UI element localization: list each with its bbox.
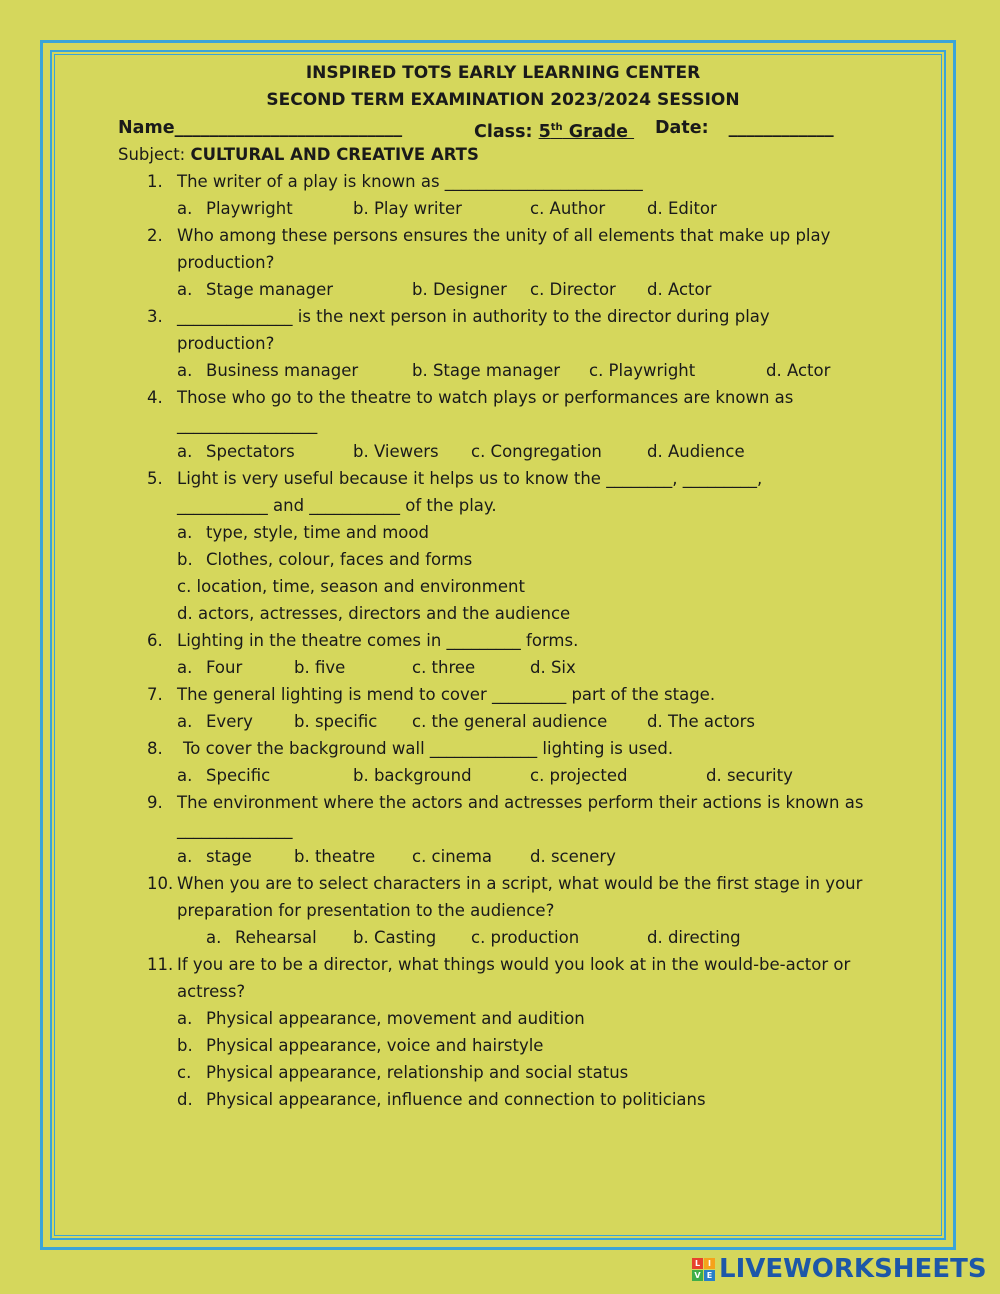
date-label: Date: (655, 118, 709, 138)
q10-number: 10. (147, 874, 174, 893)
class-label: Class: (474, 121, 533, 142)
q3-text-cont: production? (177, 334, 275, 353)
q7-number: 7. (147, 685, 163, 704)
name-label: Name (118, 118, 175, 138)
q7-option-b[interactable]: b. specific (294, 712, 378, 731)
liveworksheets-logo-icon: L I V E (692, 1258, 715, 1281)
q2-number: 2. (147, 226, 163, 245)
q9-option-d[interactable]: d. scenery (530, 847, 616, 866)
q9-blank: ______________ (177, 820, 293, 839)
q6-option-d[interactable]: d. Six (530, 658, 576, 677)
q4-option-c[interactable]: c. Congregation (471, 442, 602, 461)
q7-option-a-letter: a. (177, 712, 193, 731)
q8-option-b[interactable]: b. background (353, 766, 472, 785)
subject-label: Subject: (118, 145, 186, 164)
q2-option-a[interactable]: Stage manager (206, 280, 334, 299)
q5-option-b[interactable]: Clothes, colour, faces and forms (206, 550, 473, 569)
q3-option-a[interactable]: Business manager (206, 361, 359, 380)
q11-text: If you are to be a director, what things would you look at in the would-be-actor or (177, 955, 851, 974)
q6-option-c[interactable]: c. three (412, 658, 476, 677)
class-value: 5th Grade (538, 121, 628, 142)
q3-option-a-letter: a. (177, 361, 193, 380)
q2-option-c[interactable]: c. Director (530, 280, 616, 299)
q9-option-c[interactable]: c. cinema (412, 847, 493, 866)
q6-option-a[interactable]: Four (206, 658, 243, 677)
q3-number: 3. (147, 307, 163, 326)
date-field[interactable]: ____________ (728, 118, 834, 138)
q7-option-a[interactable]: Every (206, 712, 253, 731)
name-field[interactable]: __________________________ (174, 118, 403, 138)
q5-text-cont: ___________ and ___________ of the play. (177, 496, 497, 515)
q2-text: Who among these persons ensures the unity of all elements that make up play (177, 226, 831, 245)
q5-option-b-letter: b. (177, 550, 193, 569)
q10-option-a[interactable]: Rehearsal (235, 928, 317, 947)
q8-option-a-letter: a. (177, 766, 193, 785)
class-row (474, 117, 634, 143)
q5-text: Light is very useful because it helps us to know the ________, _________, (177, 469, 763, 488)
q11-option-a[interactable]: Physical appearance, movement and audition (206, 1009, 585, 1028)
q7-option-c[interactable]: c. the general audience (412, 712, 608, 731)
q10-text-cont: preparation for presentation to the audience? (177, 901, 555, 920)
q11-option-d[interactable]: Physical appearance, influence and connection to politicians (206, 1090, 706, 1109)
q8-option-d[interactable]: d. security (706, 766, 793, 785)
q4-blank: _________________ (177, 415, 318, 434)
school-title: INSPIRED TOTS EARLY LEARNING CENTER (305, 63, 701, 83)
q1-option-a-letter: a. (177, 199, 193, 218)
subject-value: CULTURAL AND CREATIVE ARTS (190, 145, 479, 164)
liveworksheets-text: LIVEWORKSHEETS (719, 1254, 987, 1284)
q1-option-b[interactable]: b. Play writer (353, 199, 462, 218)
q1-number: 1. (147, 172, 163, 191)
q1-option-c[interactable]: c. Author (530, 199, 606, 218)
name-row (118, 117, 402, 139)
q4-option-a[interactable]: Spectators (206, 442, 295, 461)
q8-option-c[interactable]: c. projected (530, 766, 628, 785)
q10-option-a-letter: a. (206, 928, 222, 947)
q5-option-a[interactable]: type, style, time and mood (206, 523, 429, 542)
q11-option-b-letter: b. (177, 1036, 193, 1055)
q5-option-a-letter: a. (177, 523, 193, 542)
q11-option-c[interactable]: Physical appearance, relationship and social status (206, 1063, 629, 1082)
q2-text-cont: production? (177, 253, 275, 272)
q11-text-cont: actress? (177, 982, 246, 1001)
subject-row (118, 144, 479, 166)
q5-option-c[interactable]: c. location, time, season and environment (177, 577, 525, 596)
q5-number: 5. (147, 469, 163, 488)
q1-text: The writer of a play is known as ________________________ (177, 172, 643, 191)
q3-option-d[interactable]: d. Actor (766, 361, 831, 380)
q6-option-a-letter: a. (177, 658, 193, 677)
q9-option-a[interactable]: stage (206, 847, 252, 866)
q8-text: To cover the background wall _____________ lighting is used. (183, 739, 674, 758)
exam-title: SECOND TERM EXAMINATION 2023/2024 SESSION (266, 90, 740, 110)
q4-option-a-letter: a. (177, 442, 193, 461)
q11-option-b[interactable]: Physical appearance, voice and hairstyle (206, 1036, 544, 1055)
q9-number: 9. (147, 793, 163, 812)
q6-option-b[interactable]: b. five (294, 658, 346, 677)
q1-option-a[interactable]: Playwright (206, 199, 293, 218)
q7-option-d[interactable]: d. The actors (647, 712, 756, 731)
q3-option-b[interactable]: b. Stage manager (412, 361, 561, 380)
q8-number: 8. (147, 739, 163, 758)
q4-number: 4. (147, 388, 163, 407)
q11-option-d-letter: d. (177, 1090, 193, 1109)
q10-option-c[interactable]: c. production (471, 928, 580, 947)
q11-option-a-letter: a. (177, 1009, 193, 1028)
date-row (655, 117, 834, 139)
q2-option-a-letter: a. (177, 280, 193, 299)
q9-option-b[interactable]: b. theatre (294, 847, 376, 866)
q11-option-c-letter: c. (177, 1063, 192, 1082)
q9-text: The environment where the actors and actresses perform their actions is known as (177, 793, 864, 812)
q5-option-d[interactable]: d. actors, actresses, directors and the audience (177, 604, 571, 623)
q6-text: Lighting in the theatre comes in _________ forms. (177, 631, 579, 650)
q10-text: When you are to select characters in a script, what would be the first stage in your (177, 874, 863, 893)
q3-text: ______________ is the next person in authority to the director during play (177, 307, 770, 326)
q1-option-d[interactable]: d. Editor (647, 199, 717, 218)
q6-number: 6. (147, 631, 163, 650)
q4-text: Those who go to the theatre to watch plays or performances are known as (177, 388, 794, 407)
q9-option-a-letter: a. (177, 847, 193, 866)
q10-option-b[interactable]: b. Casting (353, 928, 437, 947)
q2-option-b[interactable]: b. Designer (412, 280, 507, 299)
q8-option-a[interactable]: Specific (206, 766, 271, 785)
q10-option-d[interactable]: d. directing (647, 928, 741, 947)
q4-option-d[interactable]: d. Audience (647, 442, 745, 461)
q3-option-c[interactable]: c. Playwright (589, 361, 696, 380)
q4-option-b[interactable]: b. Viewers (353, 442, 439, 461)
liveworksheets-watermark[interactable] (692, 1254, 987, 1284)
q11-number: 11. (147, 955, 174, 974)
q7-text: The general lighting is mend to cover _________ part of the stage. (177, 685, 716, 704)
q2-option-d[interactable]: d. Actor (647, 280, 712, 299)
